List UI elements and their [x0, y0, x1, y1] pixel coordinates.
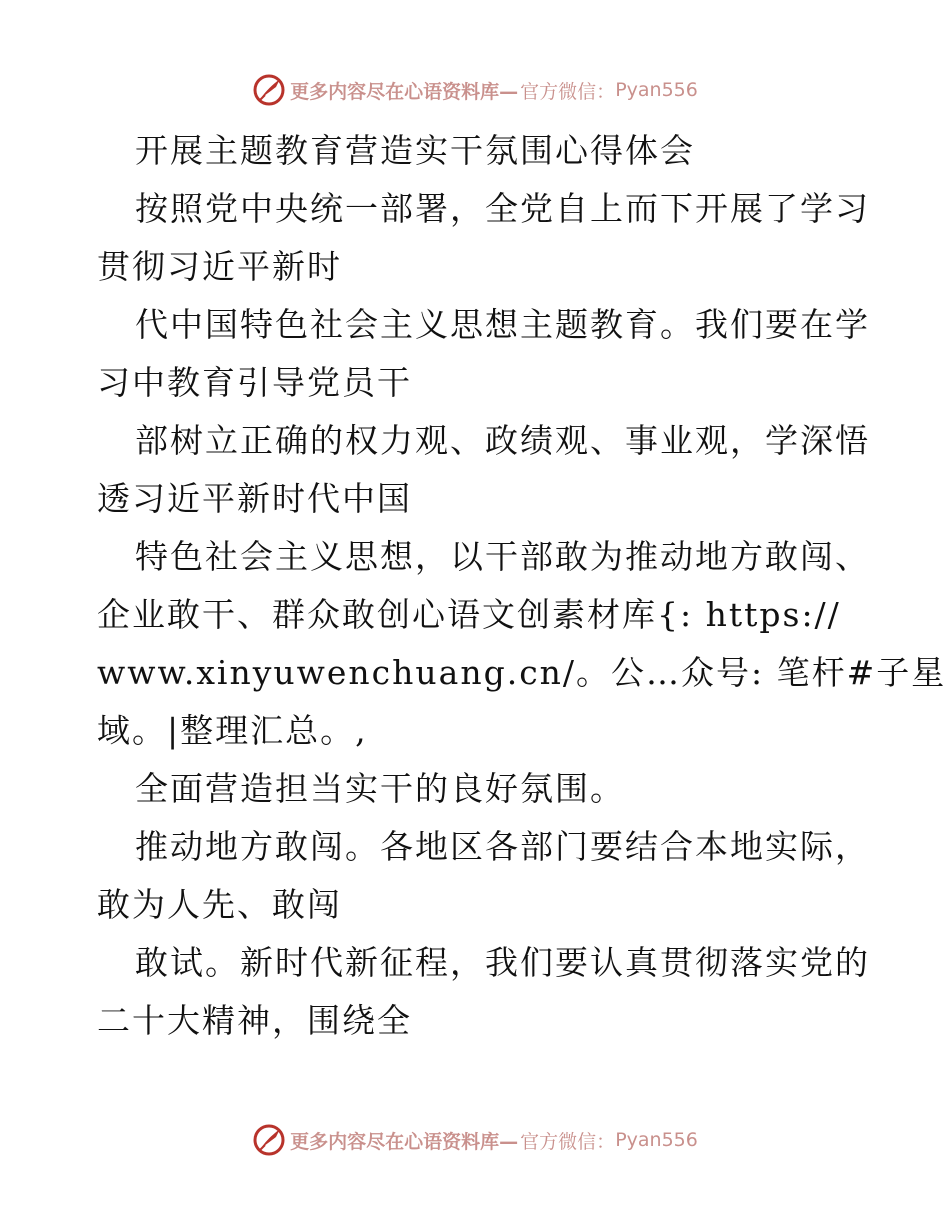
doc-line: 全面营造担当实干的良好氛围。 — [135, 769, 625, 808]
doc-line: 透习近平新时代中国 — [97, 479, 412, 518]
doc-line: 习中教育引导党员干 — [97, 363, 412, 402]
document-body — [97, 122, 947, 1050]
header-banner — [0, 70, 950, 110]
doc-line: 敢试。新时代新征程，我们要认真贯彻落实党的 — [135, 943, 870, 982]
banner-site-text: 更多内容尽在心语资料库— — [290, 1130, 519, 1153]
doc-line: 部树立正确的权力观、政绩观、事业观，学深悟 — [135, 421, 870, 460]
doc-line: 二十大精神，围绕全 — [97, 1001, 412, 1040]
banner-wechat-label: 官方微信： — [520, 1130, 616, 1153]
banner-wechat-handle: Pyan556 — [615, 79, 698, 101]
doc-line: 敢为人先、敢闯 — [97, 885, 342, 924]
doc-line: 特色社会主义思想，以干部敢为推动地方敢闯、 — [135, 537, 870, 576]
doc-line: www.xinyuwenchuang.cn/。公…众号: 笔杆#子星 — [97, 653, 947, 692]
banner-wechat-label: 官方微信： — [520, 80, 616, 103]
banner-site-text: 更多内容尽在心语资料库— — [290, 80, 519, 103]
doc-line: 按照党中央统一部署，全党自上而下开展了学习 — [135, 189, 870, 228]
quill-logo-icon — [252, 73, 286, 107]
banner-wechat-handle: Pyan556 — [615, 1129, 698, 1151]
doc-line: 代中国特色社会主义思想主题教育。我们要在学 — [135, 305, 870, 344]
quill-logo-icon — [252, 1123, 286, 1157]
footer-banner — [0, 1120, 950, 1160]
doc-line: 企业敢干、群众敢创心语文创素材库{: https:// — [97, 595, 841, 634]
doc-line: 域。|整理汇总。, — [97, 711, 368, 750]
doc-line: 推动地方敢闯。各地区各部门要结合本地实际， — [135, 827, 870, 866]
doc-title: 开展主题教育营造实干氛围心得体会 — [135, 131, 695, 170]
doc-line: 贯彻习近平新时 — [97, 247, 342, 286]
